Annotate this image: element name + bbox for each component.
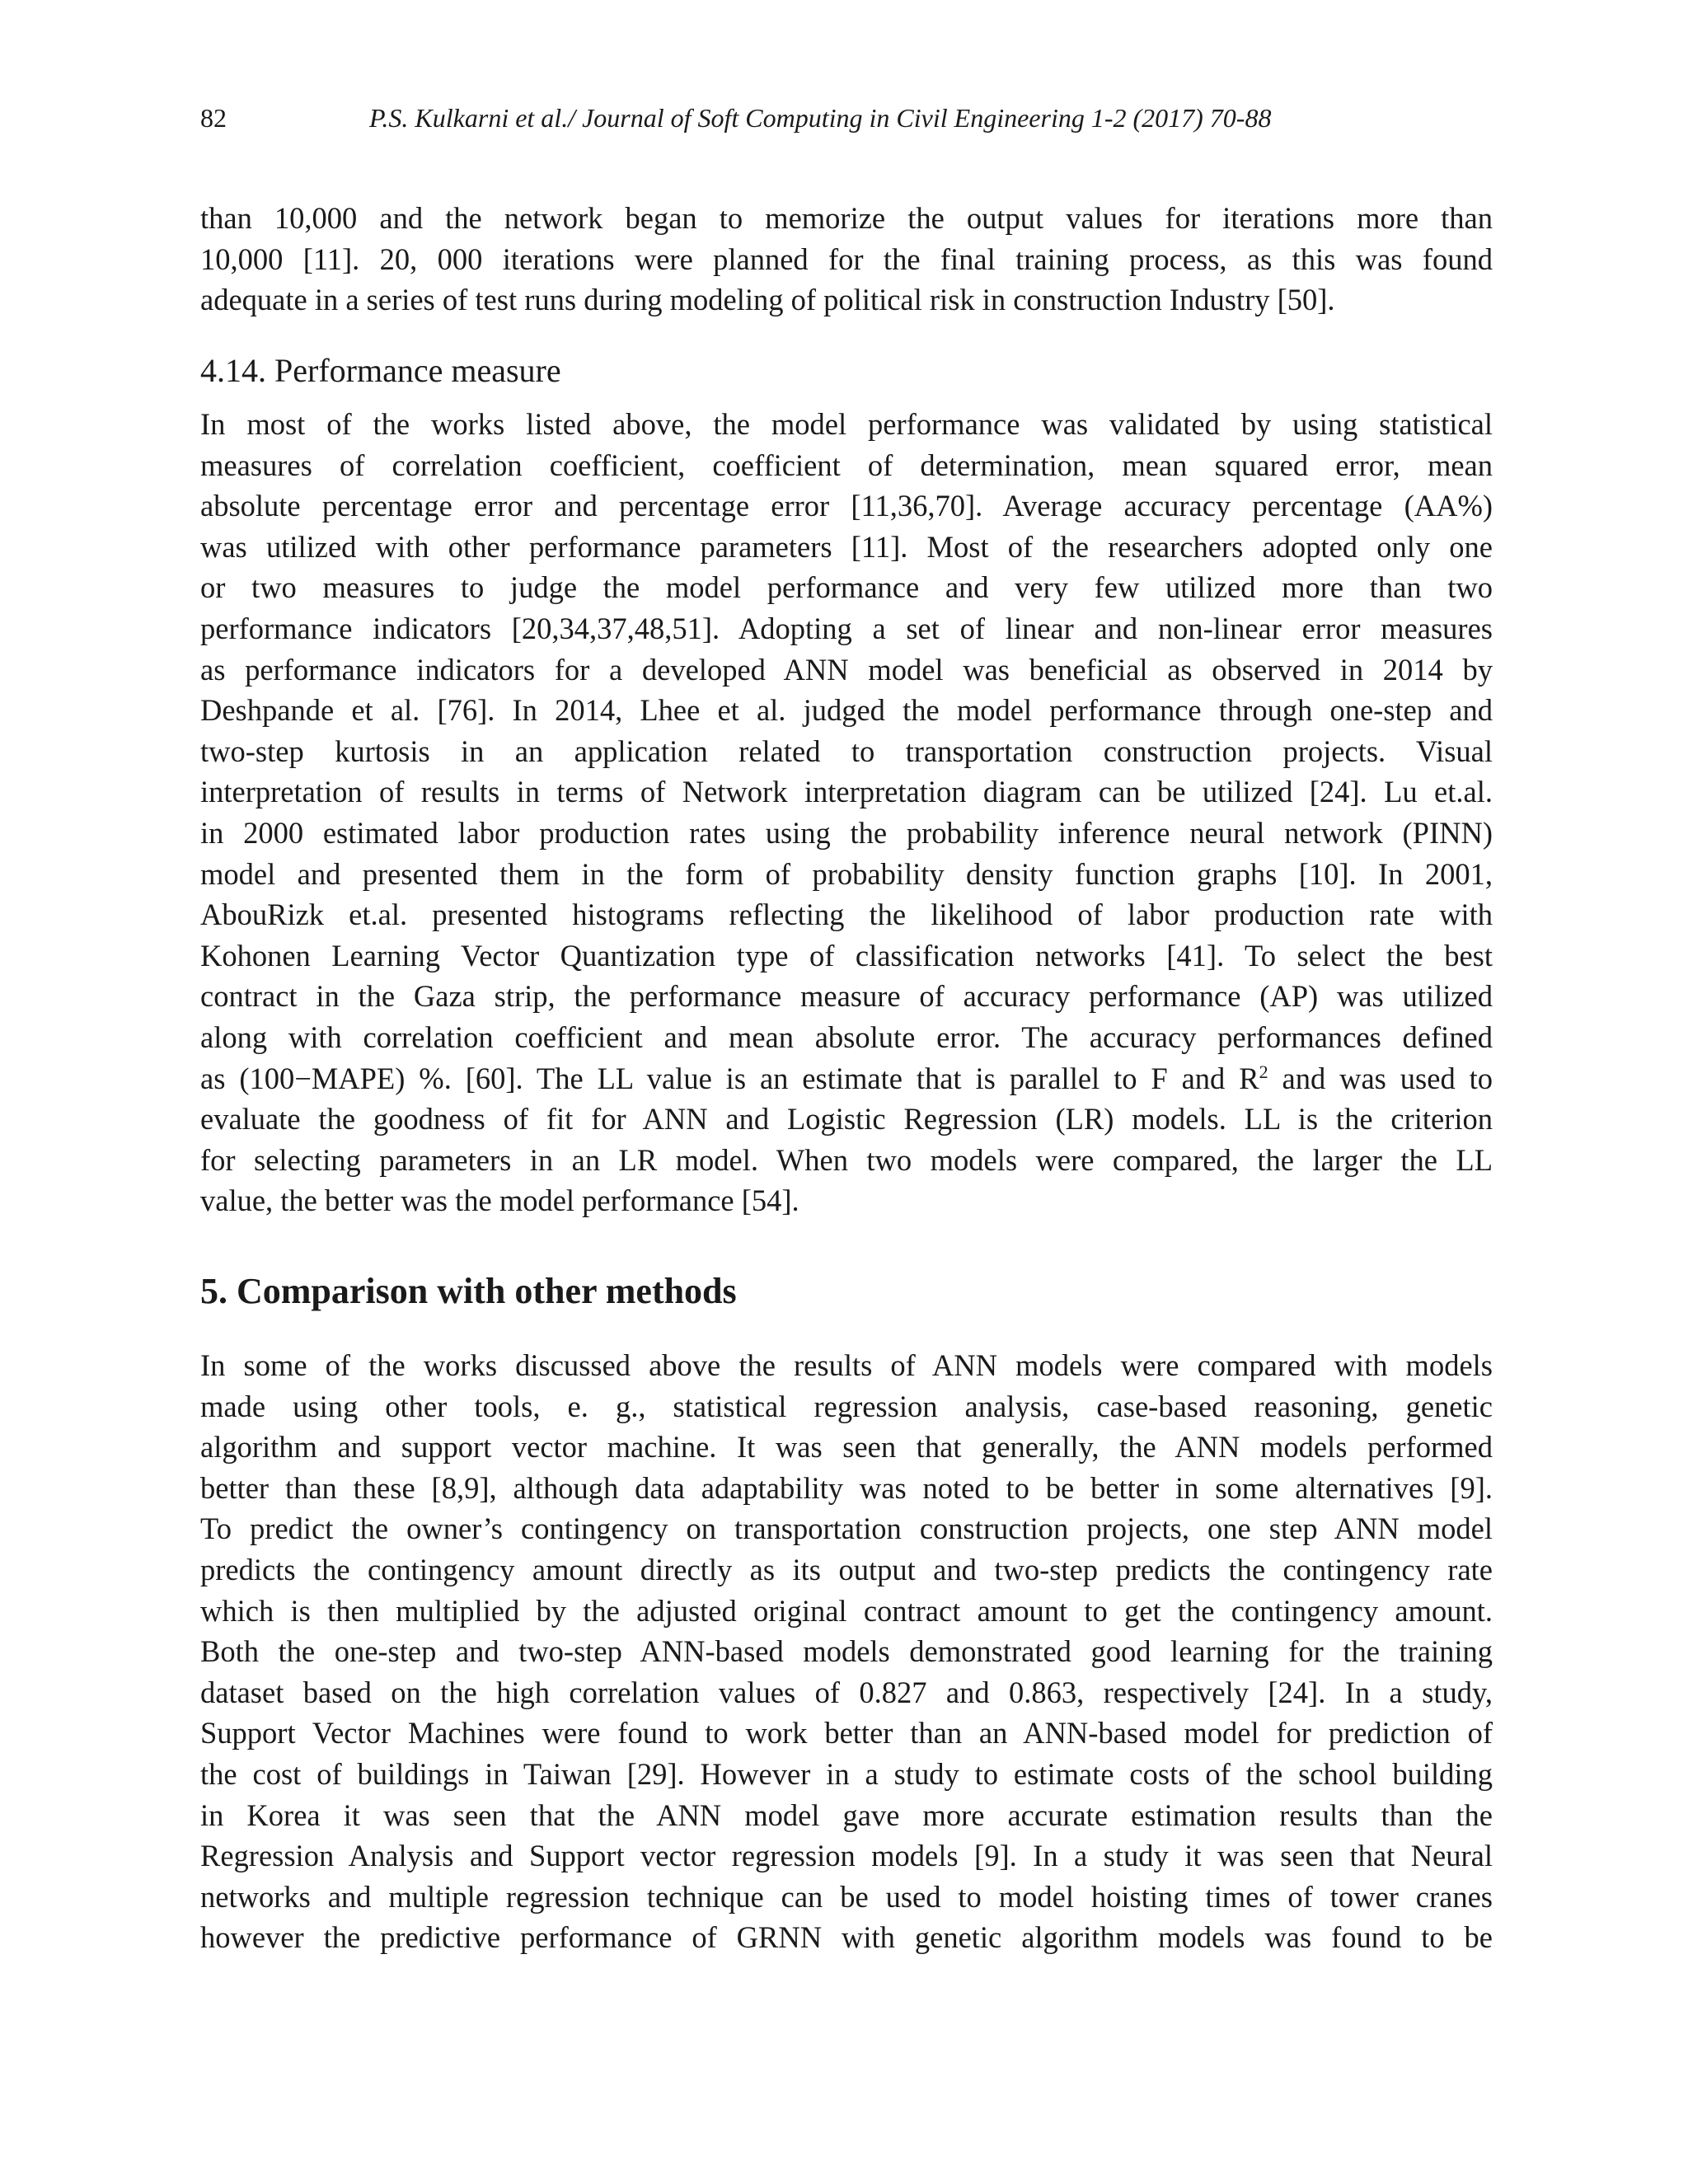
text-line: which is then multiplied by the adjusted original contract amount to get the contingency amount. — [200, 1593, 1493, 1628]
performance-measure-paragraph — [200, 404, 1493, 1221]
text-line: as performance indicators for a developed ANN model was beneficial as observed in 2014 by — [200, 652, 1493, 687]
text-line: Support Vector Machines were found to work better than an ANN-based model for prediction of — [200, 1716, 1493, 1750]
subsection-heading: 4.14. Performance measure — [200, 352, 561, 389]
text-line: or two measures to judge the model performance and very few utilized more than two — [200, 570, 1493, 605]
text-line: adequate in a series of test runs during modeling of political risk in construction Industry [50]. — [200, 283, 1335, 317]
text-fragment: as (100−MAPE) %. [60]. The LL value is an estimate that is parallel to F and R — [200, 1061, 1259, 1095]
text-line: however the predictive performance of GRNN with genetic algorithm models was found to be — [200, 1920, 1493, 1955]
text-line: in Korea it was seen that the ANN model gave more accurate estimation results than the — [200, 1797, 1493, 1832]
text-line: networks and multiple regression technique can be used to model hoisting times of tower cranes — [200, 1879, 1493, 1914]
text-line: absolute percentage error and percentage error [11,36,70]. Average accuracy percentage (AA%) — [200, 489, 1493, 523]
text-line: evaluate the goodness of fit for ANN and Logistic Regression (LR) models. LL is the criterion — [200, 1102, 1493, 1137]
text-line: better than these [8,9], although data adaptability was noted to be better in some alternatives [9]. — [200, 1470, 1493, 1505]
text-line-r-squared — [200, 1058, 1493, 1099]
text-line: in 2000 estimated labor production rates using the probability inference neural network (PINN) — [200, 815, 1493, 850]
text-line: AbouRizk et.al. presented histograms reflecting the likelihood of labor production rate with — [200, 898, 1493, 932]
text-line: value, the better was the model performance [54]. — [200, 1183, 799, 1218]
text-line: measures of correlation coefficient, coefficient of determination, mean squared error, mean — [200, 448, 1493, 482]
page-number: 82 — [200, 103, 227, 133]
intro-paragraph — [200, 198, 1493, 321]
text-line: two-step kurtosis in an application related to transportation construction projects. Visual — [200, 733, 1493, 768]
section-heading: 5. Comparison with other methods — [200, 1271, 737, 1311]
text-line: the cost of buildings in Taiwan [29]. However in a study to estimate costs of the school building — [200, 1756, 1493, 1791]
text-line: In most of the works listed above, the model performance was validated by using statistical — [200, 407, 1493, 441]
text-line: In some of the works discussed above the results of ANN models were compared with models — [200, 1348, 1493, 1382]
text-line: To predict the owner’s contingency on transportation construction projects, one step ANN model — [200, 1511, 1493, 1546]
superscript-2: 2 — [1259, 1061, 1268, 1082]
text-fragment: and was used to — [1268, 1061, 1493, 1095]
text-line: performance indicators [20,34,37,48,51]. Adopting a set of linear and non-linear error measures — [200, 611, 1493, 645]
text-line: Deshpande et al. [76]. In 2014, Lhee et al. judged the model performance through one-step and — [200, 693, 1493, 728]
text-line: dataset based on the high correlation values of 0.827 and 0.863, respectively [24]. In a study, — [200, 1675, 1493, 1709]
text-line: algorithm and support vector machine. It was seen that generally, the ANN models performed — [200, 1430, 1493, 1465]
text-line: was utilized with other performance parameters [11]. Most of the researchers adopted only one — [200, 529, 1493, 564]
text-line: model and presented them in the form of probability density function graphs [10]. In 2001, — [200, 856, 1493, 891]
text-line: Both the one-step and two-step ANN-based models demonstrated good learning for the training — [200, 1634, 1493, 1669]
comparison-paragraph — [200, 1345, 1493, 1958]
text-line: contract in the Gaza strip, the performance measure of accuracy performance (AP) was utilized — [200, 979, 1493, 1014]
text-line: Regression Analysis and Support vector regression models [9]. In a study it was seen that Neural — [200, 1839, 1493, 1873]
journal-reference: P.S. Kulkarni et al./ Journal of Soft Computing in Civil Engineering 1-2 (2017) 70-88 — [369, 103, 1272, 133]
text-line: than 10,000 and the network began to memorize the output values for iterations more than — [200, 201, 1493, 235]
text-line: Kohonen Learning Vector Quantization type of classification networks [41]. To select the best — [200, 938, 1493, 972]
running-header — [200, 97, 1493, 138]
text-line: made using other tools, e. g., statistical regression analysis, case-based reasoning, genetic — [200, 1389, 1493, 1423]
text-line: interpretation of results in terms of Network interpretation diagram can be utilized [24]. Lu et.al. — [200, 775, 1493, 809]
text-line: predicts the contingency amount directly as its output and two-step predicts the contingency rate — [200, 1552, 1493, 1586]
text-line: along with correlation coefficient and mean absolute error. The accuracy performances defined — [200, 1019, 1493, 1054]
text-line: 10,000 [11]. 20, 000 iterations were planned for the final training process, as this was found — [200, 241, 1493, 276]
text-line: for selecting parameters in an LR model. When two models were compared, the larger the LL — [200, 1142, 1493, 1177]
